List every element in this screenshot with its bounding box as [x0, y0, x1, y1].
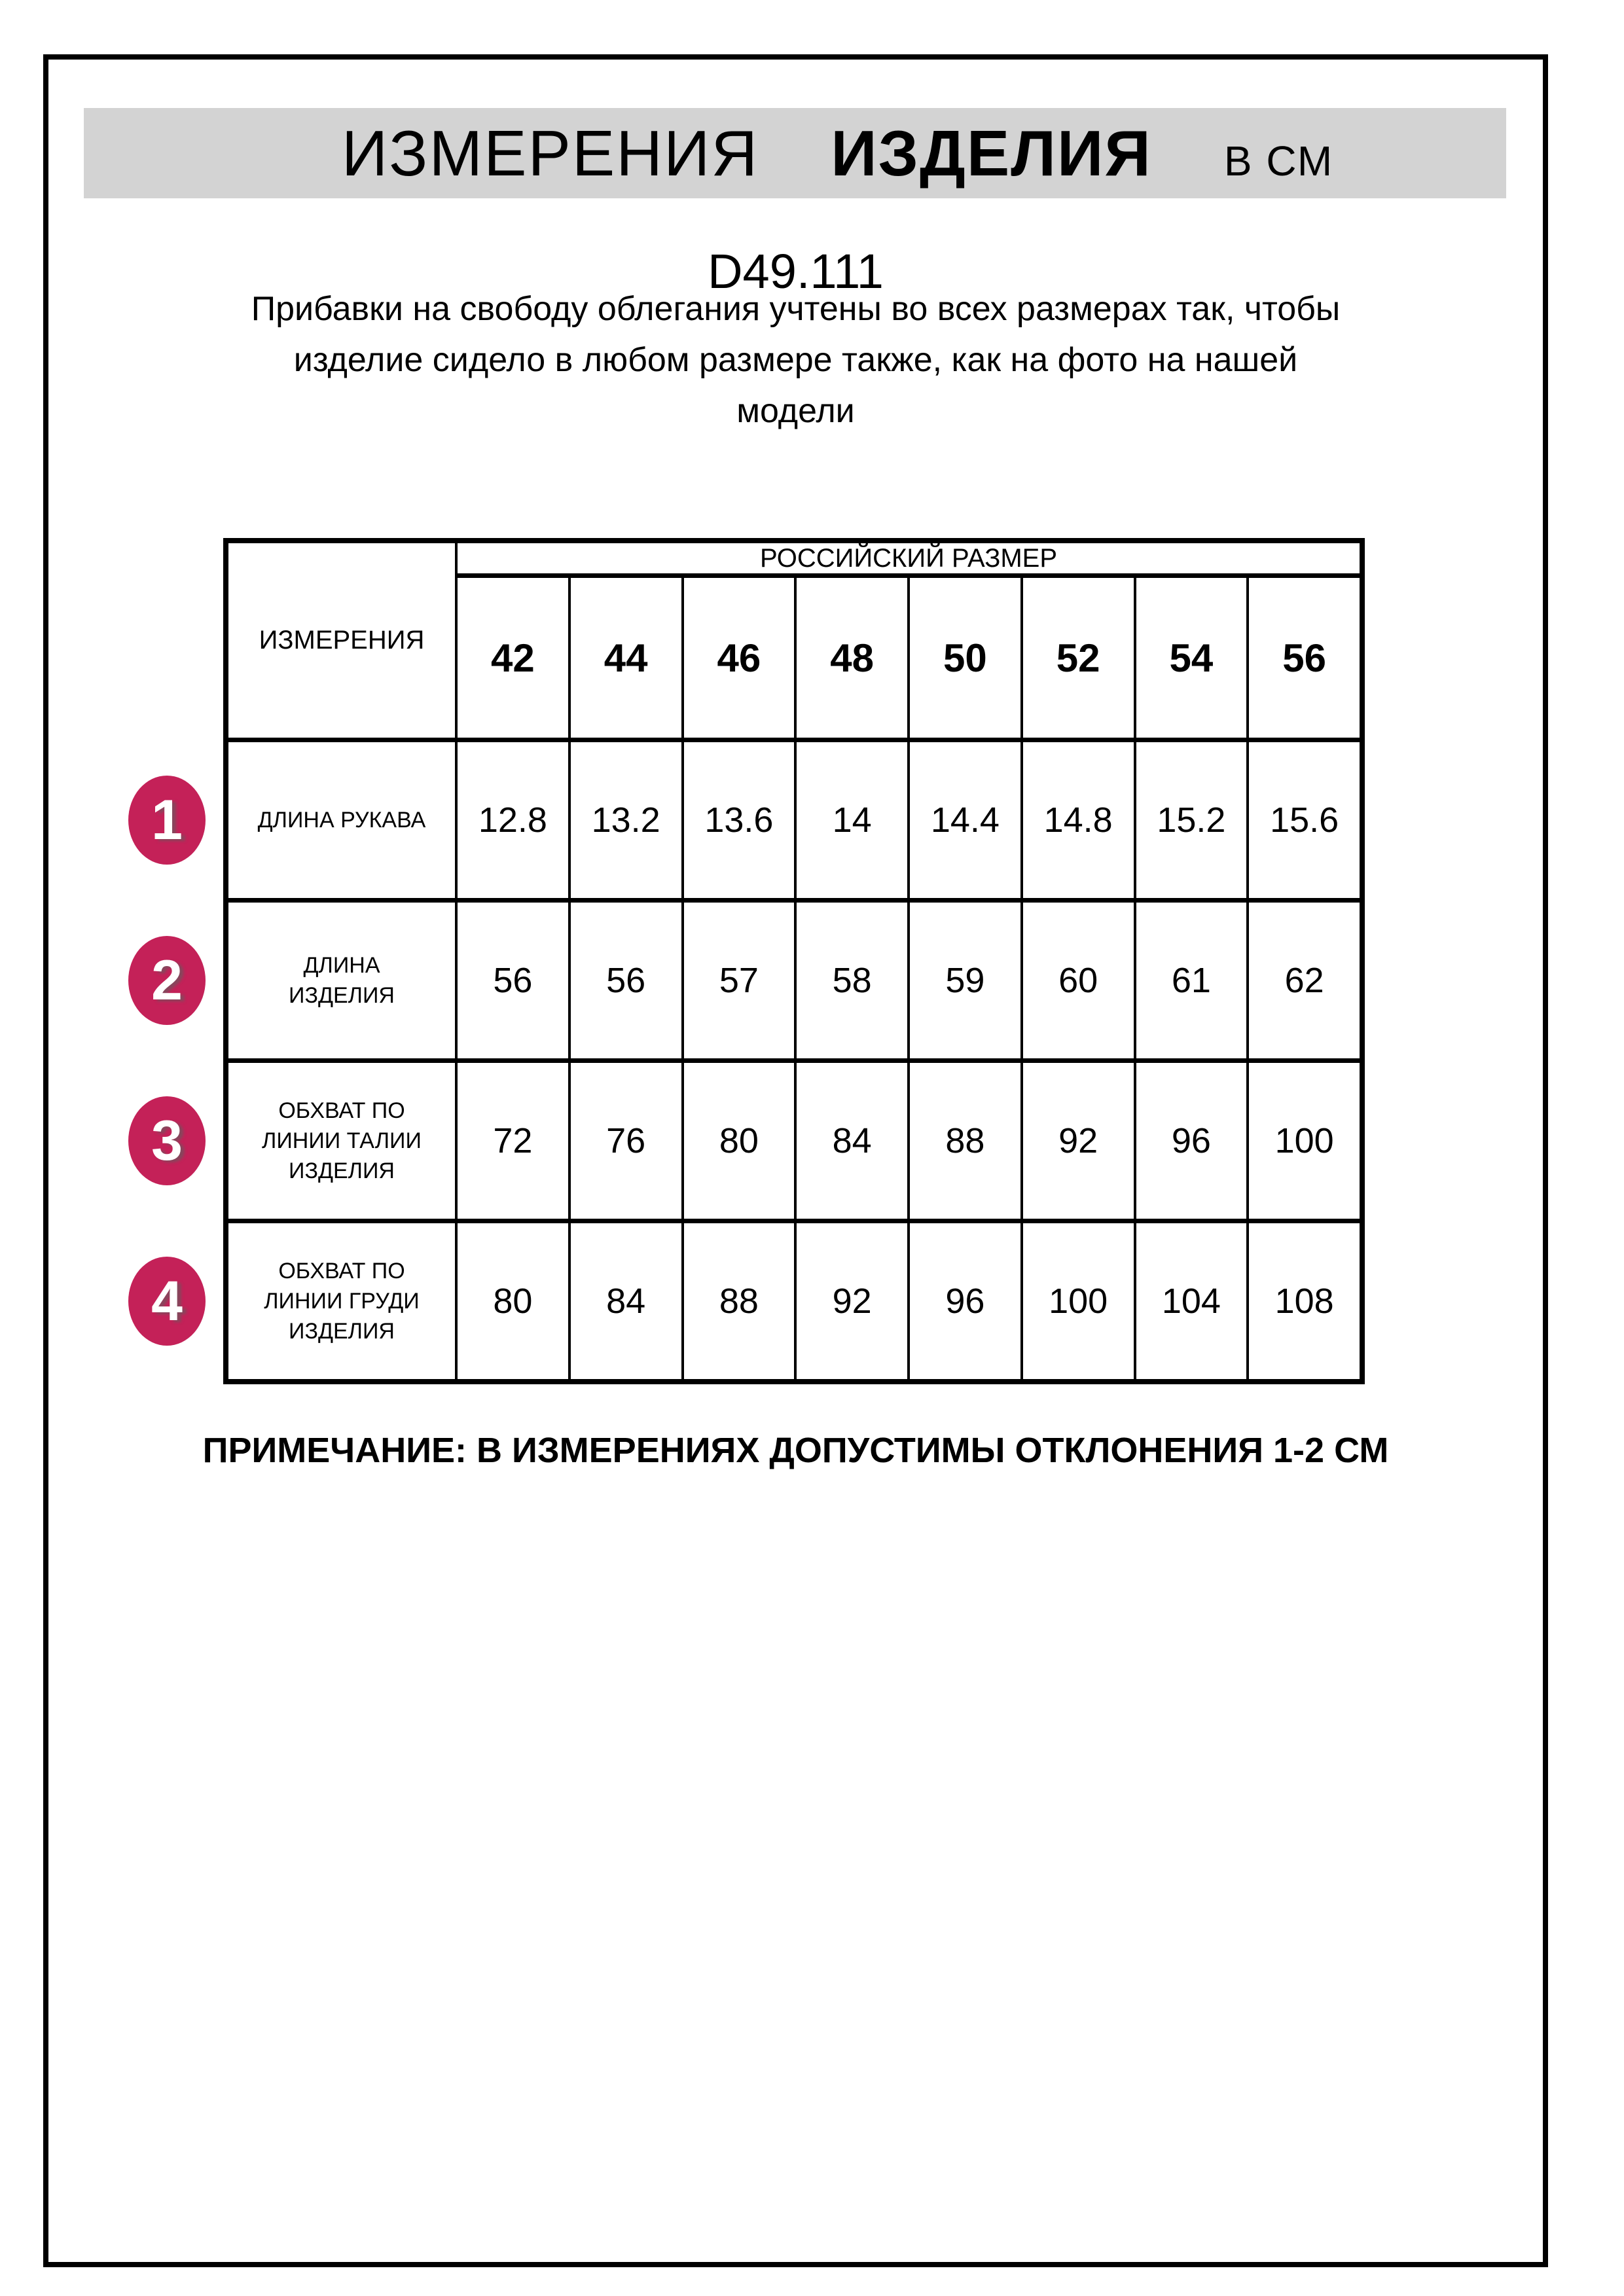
value-cell: 76	[571, 1063, 681, 1219]
value-cell: 92	[797, 1223, 907, 1379]
title-word-measurements: ИЗМЕРЕНИЯ	[341, 117, 759, 189]
row-label-line: ЛИНИИ ТАЛИИ	[262, 1128, 422, 1153]
fit-description	[43, 283, 1548, 437]
value-cell: 14.4	[910, 742, 1020, 898]
row-number-badge-4: 4	[128, 1257, 206, 1346]
value-cell: 96	[910, 1223, 1020, 1379]
row-label-line: ДЛИНА	[303, 953, 380, 978]
title-word-product: ИЗДЕЛИЯ	[831, 117, 1152, 189]
product-code: D49.111	[708, 244, 884, 298]
title-unit-cm: В СМ	[1223, 137, 1334, 185]
value-cell: 88	[684, 1223, 795, 1379]
value-cell: 88	[910, 1063, 1020, 1219]
row-label-waist-girth	[228, 1063, 455, 1219]
page-title	[342, 117, 1333, 190]
value-cell: 59	[910, 903, 1020, 1058]
value-cell: 84	[571, 1223, 681, 1379]
value-cell: 57	[684, 903, 795, 1058]
value-cell: 14.8	[1023, 742, 1134, 898]
value-cell: 80	[684, 1063, 795, 1219]
size-header-cell: 54	[1136, 578, 1247, 738]
corner-header-cell	[228, 543, 455, 738]
row-label-line: ИЗДЕЛИЯ	[289, 983, 395, 1008]
value-cell: 104	[1136, 1223, 1247, 1379]
value-cell: 96	[1136, 1063, 1247, 1219]
value-cell: 14	[797, 742, 907, 898]
size-header-cell: 52	[1023, 578, 1134, 738]
header-band	[84, 108, 1506, 198]
value-cell: 56	[571, 903, 681, 1058]
value-cell: 84	[797, 1063, 907, 1219]
row-label-line: ДЛИНА РУКАВА	[257, 808, 426, 833]
size-table	[223, 538, 1365, 1384]
corner-header-label: ИЗМЕРЕНИЯ	[259, 626, 425, 655]
size-header-cell: 48	[797, 578, 907, 738]
value-cell: 56	[458, 903, 568, 1058]
value-cell: 100	[1023, 1223, 1134, 1379]
value-cell: 60	[1023, 903, 1134, 1058]
value-cell: 15.6	[1249, 742, 1360, 898]
value-cell: 61	[1136, 903, 1247, 1058]
size-group-header-label: РОССИЙСКИЙ РАЗМЕР	[759, 543, 1058, 573]
value-cell: 92	[1023, 1063, 1134, 1219]
row-number-badge-2: 2	[128, 936, 206, 1025]
fit-description-line: Прибавки на свободу облегания учтены во всех размерах так, чтобы	[251, 290, 1341, 328]
size-header-cell: 44	[571, 578, 681, 738]
tolerance-note: ПРИМЕЧАНИЕ: В ИЗМЕРЕНИЯХ ДОПУСТИМЫ ОТКЛОНЕНИЯ 1-2 СМ	[202, 1431, 1389, 1470]
row-label-chest-girth	[228, 1223, 455, 1379]
value-cell: 108	[1249, 1223, 1360, 1379]
value-cell: 13.2	[571, 742, 681, 898]
row-label-line: ИЗДЕЛИЯ	[289, 1319, 395, 1344]
value-cell: 12.8	[458, 742, 568, 898]
size-header-cell: 56	[1249, 578, 1360, 738]
value-cell: 13.6	[684, 742, 795, 898]
value-cell: 72	[458, 1063, 568, 1219]
row-label-sleeve-length	[228, 742, 455, 898]
value-cell: 15.2	[1136, 742, 1247, 898]
row-label-line: ОБХВАТ ПО	[278, 1259, 405, 1283]
size-header-cell: 46	[684, 578, 795, 738]
value-cell: 62	[1249, 903, 1360, 1058]
fit-description-line: изделие сидело в любом размере также, как на фото на нашей	[293, 341, 1298, 379]
size-group-header-cell	[458, 543, 1360, 573]
value-cell: 58	[797, 903, 907, 1058]
row-label-line: ОБХВАТ ПО	[278, 1098, 405, 1123]
fit-description-line: модели	[736, 392, 855, 430]
row-number-badge-3: 3	[128, 1096, 206, 1185]
size-header-cell: 50	[910, 578, 1020, 738]
size-header-cell: 42	[458, 578, 568, 738]
row-label-line: ИЗДЕЛИЯ	[289, 1158, 395, 1183]
row-number-badge-1: 1	[128, 776, 206, 865]
value-cell: 80	[458, 1223, 568, 1379]
row-label-line: ЛИНИИ ГРУДИ	[264, 1289, 420, 1314]
row-label-garment-length	[228, 903, 455, 1058]
value-cell: 100	[1249, 1063, 1360, 1219]
